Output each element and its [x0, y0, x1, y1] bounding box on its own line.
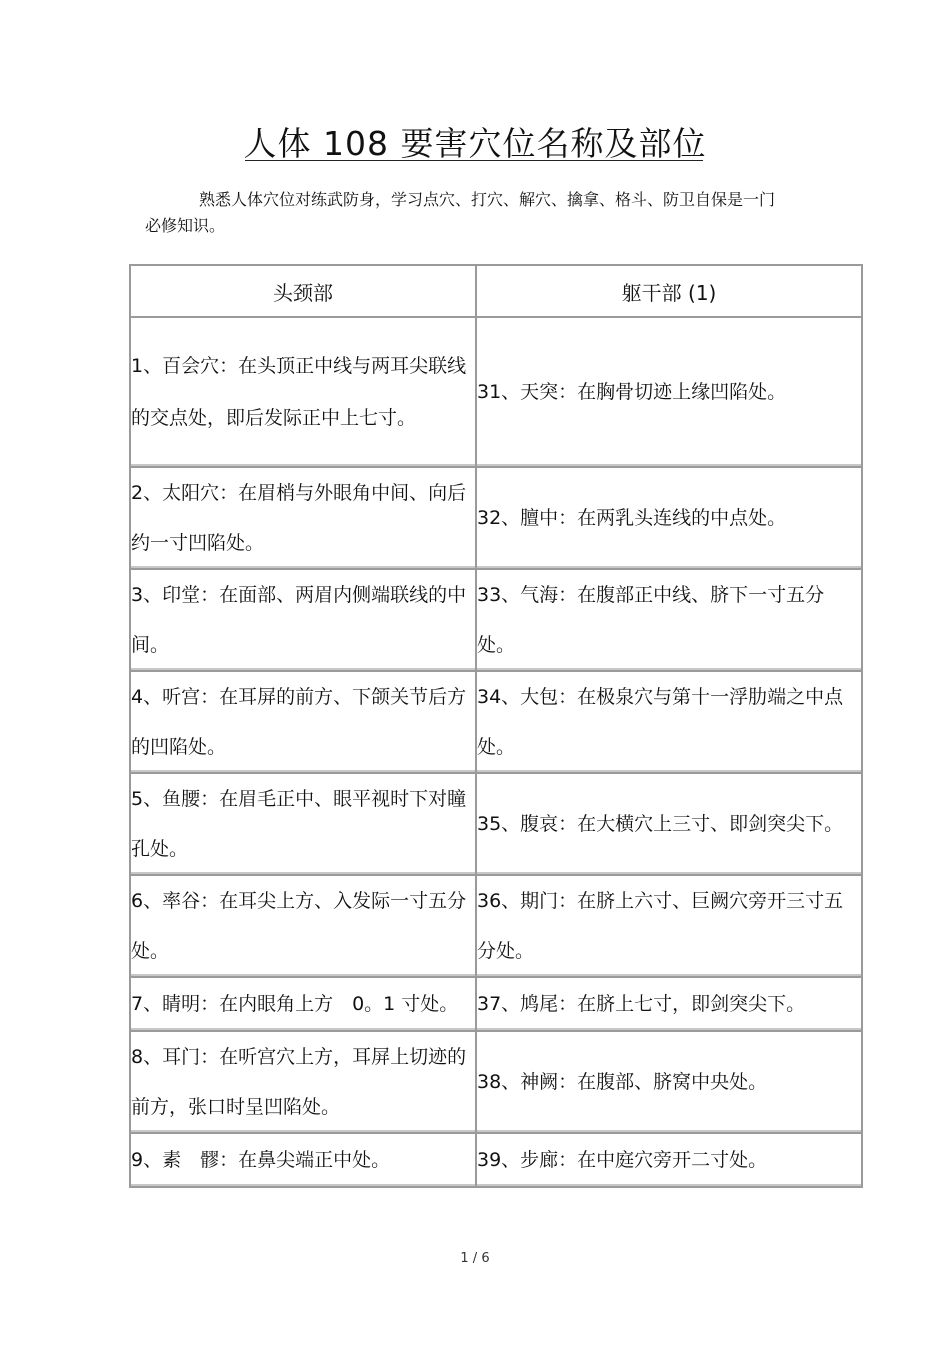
table-row [131, 1032, 863, 1134]
head-point-cell: 2、太阳穴：在眉梢与外眼角中间、向后约一寸凹陷处。 [131, 468, 477, 570]
head-point-cell: 1、百会穴：在头顶正中线与两耳尖联线的交点处，即后发际正中上七寸。 [131, 318, 477, 468]
intro-paragraph: 熟悉人体穴位对练武防身，学习点穴、打穴、解穴、擒拿、格斗、防卫自保是一门必修知识。 [145, 190, 776, 235]
torso-point-cell: 31、天突：在胸骨切迹上缘凹陷处。 [477, 318, 863, 468]
torso-point-cell: 37、鸠尾：在脐上七寸，即剑突尖下。 [477, 978, 863, 1032]
torso-point-cell: 39、步廊：在中庭穴旁开二寸处。 [477, 1134, 863, 1188]
table-row [131, 1134, 863, 1188]
header-head-neck: 头颈部 [131, 266, 477, 318]
torso-point-cell: 33、气海：在腹部正中线、脐下一寸五分处。 [477, 570, 863, 672]
head-point-cell: 7、睛明：在内眼角上方 0。1 寸处。 [131, 978, 477, 1032]
head-point-cell: 6、率谷：在耳尖上方、入发际一寸五分处。 [131, 876, 477, 978]
title-underline [245, 160, 703, 161]
head-point-cell: 8、耳门：在听宫穴上方，耳屏上切迹的前方，张口时呈凹陷处。 [131, 1032, 477, 1134]
acupoint-table [129, 264, 863, 1188]
torso-point-cell: 35、腹哀：在大横穴上三寸、即剑突尖下。 [477, 774, 863, 876]
document-title: 人体 108 要害穴位名称及部位 [243, 124, 707, 163]
table-row [131, 876, 863, 978]
table-row [131, 570, 863, 672]
table-row [131, 468, 863, 570]
table-row [131, 672, 863, 774]
torso-point-cell: 38、神阙：在腹部、脐窝中央处。 [477, 1032, 863, 1134]
page-number: 1 / 6 [460, 1251, 490, 1266]
torso-point-cell: 32、膻中：在两乳头连线的中点处。 [477, 468, 863, 570]
header-torso: 躯干部 (1) [477, 266, 863, 318]
table-header-row [131, 266, 863, 318]
table-row [131, 978, 863, 1032]
head-point-cell: 9、素 髎：在鼻尖端正中处。 [131, 1134, 477, 1188]
head-point-cell: 5、鱼腰：在眉毛正中、眼平视时下对瞳孔处。 [131, 774, 477, 876]
head-point-cell: 3、印堂：在面部、两眉内侧端联线的中间。 [131, 570, 477, 672]
torso-point-cell: 34、大包：在极泉穴与第十一浮肋端之中点处。 [477, 672, 863, 774]
table-row [131, 318, 863, 468]
head-point-cell: 4、听宫：在耳屏的前方、下颌关节后方的凹陷处。 [131, 672, 477, 774]
torso-point-cell: 36、期门：在脐上六寸、巨阙穴旁开三寸五分处。 [477, 876, 863, 978]
table-row [131, 774, 863, 876]
